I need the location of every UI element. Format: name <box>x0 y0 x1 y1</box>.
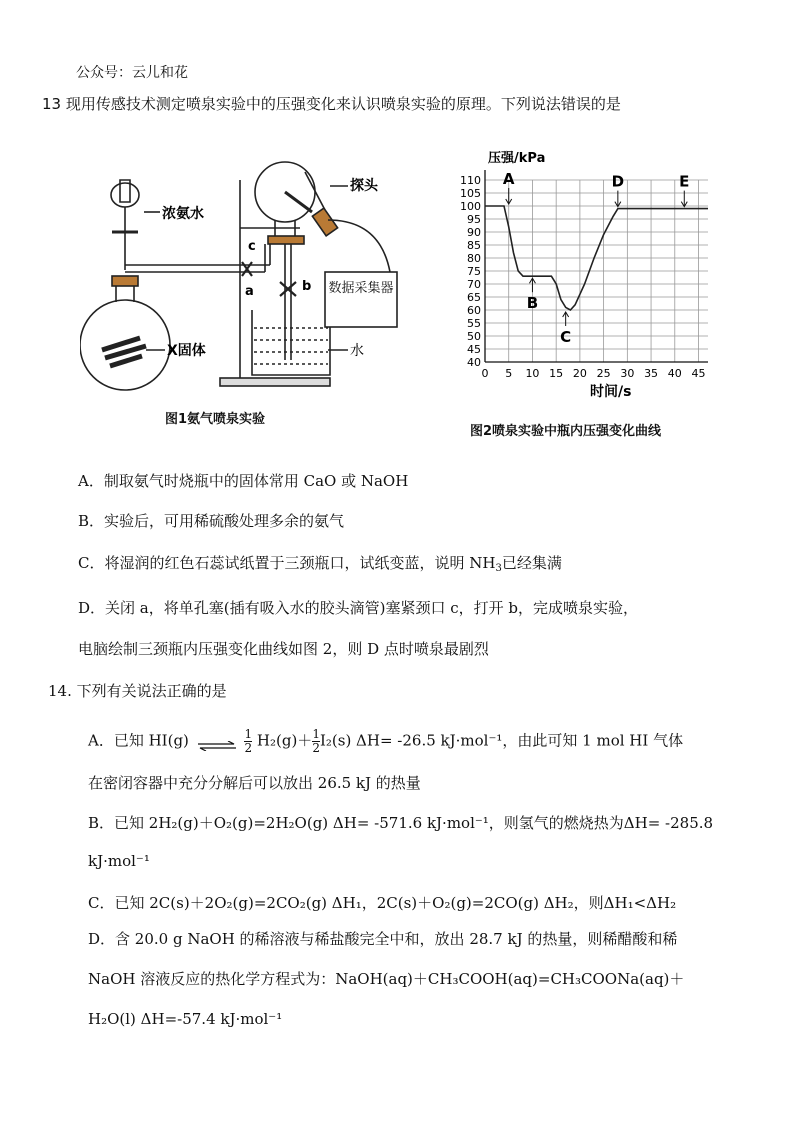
clamp-a <box>242 262 252 276</box>
chart-xlabel: 时间/s <box>590 384 632 400</box>
y-tick-label: 110 <box>460 174 481 187</box>
q13-option-d-line1: D．关闭 a，将单孔塞(插有吸入水的胶头滴管)塞紧颈口 c，打开 b，完成喷泉实验， <box>78 599 638 617</box>
q13-option-d-line2: 电脑绘制三颈瓶内压强变化曲线如图 2，则 D 点时喷泉最剧烈 <box>78 640 489 658</box>
x-tick-label: 25 <box>596 367 611 380</box>
q14-option-a-line1: A．已知 HI(g) $\frac{1}{2}$ H₂(g)＋ $\frac{1}{2}$ I₂(s) ΔH= -26.5 kJ·mol⁻¹，由此可知 1 mol HI 气体 <box>88 727 684 755</box>
y-tick-label: 90 <box>467 226 481 239</box>
annotation-label-c: C <box>560 328 572 346</box>
x-tick-label: 45 <box>691 367 706 380</box>
y-tick-label: 105 <box>460 187 481 200</box>
q14-option-d-line3: H₂O(l) ΔH=-57.4 kJ·mol⁻¹ <box>88 1010 283 1028</box>
label-probe: 探头 <box>350 178 378 194</box>
q14-option-d-line2: NaOH 溶液反应的热化学方程式为：NaOH(aq)＋CH₃COOH(aq)=CH₃COONa(aq)＋ <box>88 970 685 988</box>
y-tick-label: 100 <box>460 200 481 213</box>
probe-stopper <box>312 208 337 236</box>
y-tick-label: 75 <box>467 265 481 278</box>
fraction-half-1: $\frac{1}{2}$ <box>244 727 253 755</box>
annotation-label-e: E <box>679 172 690 191</box>
x-tick-label: 20 <box>572 367 587 380</box>
y-tick-label: 40 <box>467 356 481 369</box>
q14-option-a-line2: 在密闭容器中充分分解后可以放出 26.5 kJ 的热量 <box>88 774 421 792</box>
y-tick-label: 65 <box>467 291 481 304</box>
q14-option-b-line1: B．已知 2H₂(g)＋O₂(g)=2H₂O(g) ΔH= -571.6 kJ·mol⁻¹，则氢气的燃烧热为ΔH= -285.8 <box>88 814 714 832</box>
x-tick-label: 15 <box>549 367 564 380</box>
q13-stem: 13 现用传感技术测定喷泉实验中的压强变化来认识喷泉实验的原理。下列说法错误的是 <box>42 95 621 113</box>
q14-option-d-line1: D．含 20.0 g NaOH 的稀溶液与稀盐酸完全中和，放出 28.7 kJ 的热量，则稀醋酸和稀 <box>88 930 678 948</box>
y-tick-label: 80 <box>467 252 481 265</box>
flask-stopper-left <box>112 276 138 286</box>
label-solid-x: X固体 <box>167 343 206 359</box>
clamp-b <box>280 282 296 296</box>
annotation-label-d: D <box>611 172 625 191</box>
q14-stem: 14. 下列有关说法正确的是 <box>48 682 227 700</box>
x-tick-label: 5 <box>505 367 513 380</box>
stand-base <box>220 378 330 386</box>
y-tick-label: 45 <box>467 343 481 356</box>
y-tick-label: 85 <box>467 239 481 252</box>
y-tick-label: 50 <box>467 330 481 343</box>
y-tick-label: 55 <box>467 317 481 330</box>
q13-option-a: A．制取氨气时烧瓶中的固体常用 CaO 或 NaOH <box>78 472 409 490</box>
figure2-chart <box>440 150 740 400</box>
chart-ylabel: 压强/kPa <box>488 151 546 166</box>
x-tick-label: 35 <box>644 367 659 380</box>
annotation-label-a: A <box>502 170 515 188</box>
figure2-caption: 图2喷泉实验中瓶内压强变化曲线 <box>470 424 662 439</box>
fraction-half-2: $\frac{1}{2}$ <box>312 727 320 755</box>
label-ammonia-water: 浓氨水 <box>162 206 204 222</box>
label-c: c <box>248 239 256 254</box>
figure1-apparatus <box>80 150 460 440</box>
label-b: b <box>302 279 312 294</box>
q13-option-b: B．实验后，可用稀硫酸处理多余的氨气 <box>78 512 345 530</box>
x-tick-label: 0 <box>481 367 489 380</box>
label-water: 水 <box>350 343 364 359</box>
q13-option-c: C．将湿润的红色石蕊试纸置于三颈瓶口，试纸变蓝，说明 $NH_3$已经集满 <box>78 554 562 574</box>
y-tick-label: 70 <box>467 278 481 291</box>
y-tick-label: 95 <box>467 213 481 226</box>
y-tick-label: 60 <box>467 304 481 317</box>
x-tick-label: 40 <box>667 367 682 380</box>
label-data-logger: 数据采集器 <box>328 281 394 296</box>
q14-option-c: C．已知 2C(s)＋2O₂(g)=2CO₂(g) ΔH₁，2C(s)＋O₂(g)=2CO(g) ΔH₂，则ΔH₁<ΔH₂ <box>88 894 677 912</box>
flask-stopper <box>268 236 304 244</box>
q14-option-b-line2: kJ·mol⁻¹ <box>88 852 150 870</box>
annotation-label-b: B <box>526 294 539 313</box>
account-name: 公众号：云儿和花 <box>76 65 188 81</box>
x-tick-label: 30 <box>620 367 635 380</box>
x-tick-label: 10 <box>525 367 540 380</box>
label-a: a <box>245 284 254 299</box>
equilibrium-arrow-icon <box>194 737 240 747</box>
figure1-caption: 图1氨气喷泉实验 <box>165 412 266 427</box>
